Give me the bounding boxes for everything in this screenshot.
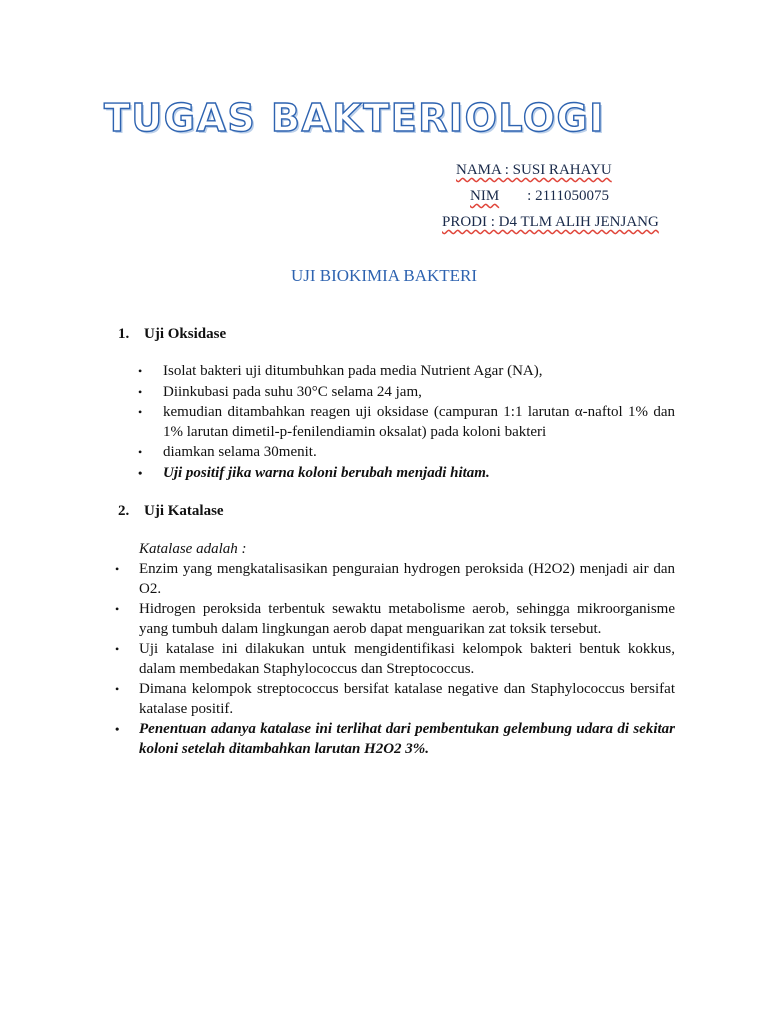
list-item: • diamkan selama 30menit. bbox=[163, 443, 675, 463]
section-number: 1. bbox=[118, 326, 130, 342]
section-heading-katalase bbox=[118, 503, 224, 520]
bullet-icon: • bbox=[138, 364, 143, 378]
section-heading-oksidase bbox=[118, 326, 226, 343]
study-program-text: PRODI : D4 TLM ALIH JENJANG bbox=[442, 214, 659, 230]
katalase-intro: Katalase adalah : bbox=[139, 541, 247, 557]
section-heading-text: Uji Katalase bbox=[144, 503, 224, 519]
document-title: TUGAS BAKTERIOLOGI bbox=[104, 96, 605, 140]
bullet-icon: • bbox=[115, 682, 120, 696]
student-name bbox=[456, 162, 612, 179]
oksidase-steps-list bbox=[138, 362, 675, 484]
list-item: • Hidrogen peroksida terbentuk sewaktu metabolisme aerob, sehingga mikroorganisme yang tumbuh dalam lingkungan aerob dapat menguarikan zat toksik tersebut. bbox=[115, 601, 675, 637]
study-program bbox=[442, 214, 659, 231]
nim-value: : 2111050075 bbox=[527, 188, 609, 204]
list-item: • Penentuan adanya katalase ini terlihat dari pembentukan gelembung udara di sekitar koloni setelah ditambahkan larutan H2O2 3%. bbox=[115, 721, 675, 757]
bullet-icon: • bbox=[138, 405, 143, 419]
list-item: • Dimana kelompok streptococcus bersifat katalase negative dan Staphylococcus bersifat katalase positif. bbox=[115, 681, 675, 717]
nim-label: NIM bbox=[470, 188, 500, 204]
section-number: 2. bbox=[118, 503, 130, 519]
student-nim bbox=[470, 188, 609, 205]
list-item: • Enzim yang mengkatalisasikan penguraian hydrogen peroksida (H2O2) menjadi air dan O2. bbox=[115, 561, 675, 597]
list-item: • Diinkubasi pada suhu 30°C selama 24 jam, bbox=[163, 383, 675, 403]
list-item: • kemudian ditambahkan reagen uji oksidase (campuran 1:1 larutan α-naftol 1% dan 1% larutan dimetil-p-fenilendiamin oksalat) pada koloni bakteri bbox=[138, 404, 675, 440]
student-name-text: NAMA : SUSI RAHAYU bbox=[456, 162, 612, 178]
bullet-icon: • bbox=[115, 642, 120, 656]
bullet-icon: • bbox=[115, 602, 120, 616]
bullet-icon: • bbox=[138, 384, 143, 399]
bullet-icon: • bbox=[138, 465, 143, 480]
list-item: • Uji katalase ini dilakukan untuk mengidentifikasi kelompok bakteri bentuk kokkus, dalam membedakan Staphylococcus dan Streptococcus. bbox=[115, 641, 675, 677]
bullet-icon: • bbox=[115, 562, 120, 576]
section-heading-text: Uji Oksidase bbox=[144, 326, 227, 342]
list-item: • Uji positif jika warna koloni berubah menjadi hitam. bbox=[163, 464, 675, 484]
bullet-icon: • bbox=[138, 445, 143, 459]
list-item: • Isolat bakteri uji ditumbuhkan pada media Nutrient Agar (NA), bbox=[163, 362, 675, 382]
section-title: UJI BIOKIMIA BAKTERI bbox=[290, 266, 478, 285]
katalase-points-list bbox=[115, 560, 675, 760]
bullet-icon: • bbox=[115, 722, 120, 736]
